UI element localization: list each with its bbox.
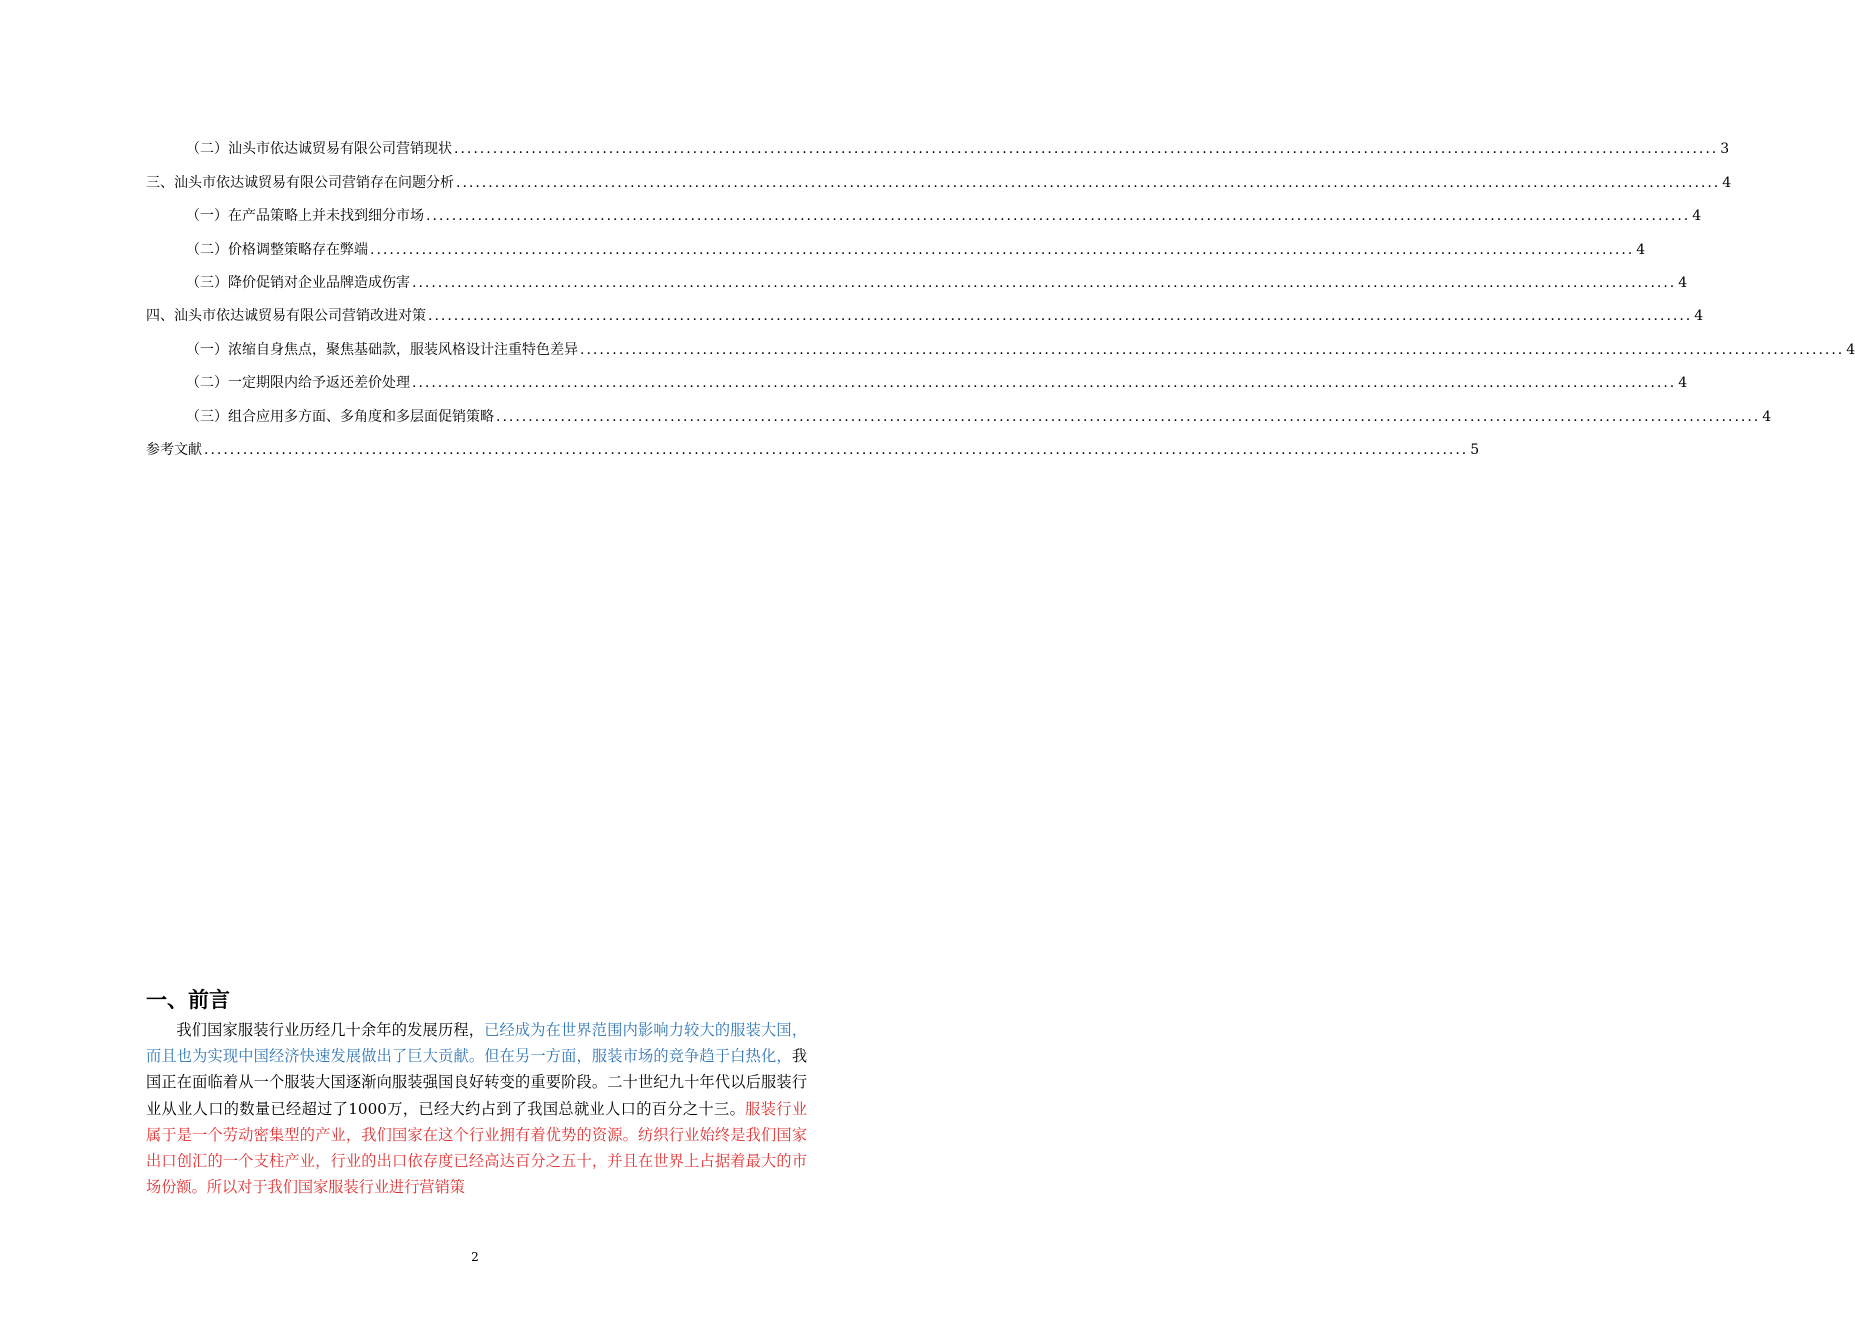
toc-leader-dots: ....................................................................................................................................................................................................: [496, 408, 1761, 425]
toc-entry-label: （二）汕头市依达诚贸易有限公司营销现状: [186, 141, 452, 158]
toc-entry-page: 4: [1722, 174, 1732, 191]
toc-entry[interactable]: [146, 159, 1732, 192]
text-segment-plain: 我们国家服装行业历经几十余年的发展历程，: [176, 1021, 485, 1039]
toc-leader-dots: ....................................................................................................................................................................................................: [428, 308, 1693, 325]
toc-leader-dots: ....................................................................................................................................................................................................: [426, 208, 1691, 225]
toc-leader-dots: ....................................................................................................................................................................................................: [370, 241, 1635, 258]
toc-entry[interactable]: [146, 260, 1688, 293]
toc-entry-label: 四、汕头市依达诚贸易有限公司营销改进对策: [146, 308, 426, 325]
preface-section: [146, 985, 807, 1200]
toc-entry-page: 4: [1678, 274, 1688, 291]
toc-entry-label: （三）组合应用多方面、多角度和多层面促销策略: [186, 408, 494, 425]
text-segment-red: 服装行业属于是一个劳动密集型的产业，我们国家在这个行业拥有着优势的资源。纺织行业始终是我们国家出口创汇的一个支柱产业，行业的出口依存度已经高达百分之五十，并且在世界上占据着最大的市场份额。所以对于我们国家服装行业进行营销策: [146, 1099, 808, 1197]
toc-entry-label: （一）在产品策略上并未找到细分市场: [186, 208, 424, 225]
toc-entry-page: 4: [1846, 341, 1855, 358]
body-paragraph: [146, 1017, 807, 1200]
toc-leader-dots: ....................................................................................................................................................................................................: [412, 375, 1677, 392]
toc-entry[interactable]: [146, 126, 1730, 159]
text-segment-plain: 我国正在面临着从一个服装大国逐渐向服装强国良好转变的重要阶段。二十世纪九十年代以后服装行业从业人口的数量已经超过了1000万，已经大约占到了我国总就业人口的百分之十三。: [146, 1047, 807, 1118]
toc-entry-page: 4: [1636, 241, 1646, 258]
toc-entry[interactable]: [146, 293, 1704, 326]
toc-entry-label: 参考文献: [146, 441, 202, 458]
toc-entry-page: 4: [1692, 208, 1702, 225]
table-of-contents: [146, 126, 1855, 460]
toc-entry[interactable]: [146, 226, 1646, 259]
toc-leader-dots: ....................................................................................................................................................................................................: [580, 341, 1845, 358]
toc-entry[interactable]: [146, 193, 1702, 226]
toc-entry-label: （一）浓缩自身焦点，聚焦基础款，服装风格设计注重特色差异: [186, 341, 578, 358]
toc-leader-dots: ....................................................................................................................................................................................................: [412, 274, 1677, 291]
toc-leader-dots: ....................................................................................................................................................................................................: [454, 141, 1719, 158]
toc-entry-page: 4: [1678, 375, 1688, 392]
toc-entry[interactable]: [146, 427, 1480, 460]
toc-leader-dots: ....................................................................................................................................................................................................: [204, 441, 1469, 458]
toc-entry-page: 4: [1762, 408, 1772, 425]
toc-entry-label: 三、汕头市依达诚贸易有限公司营销存在问题分析: [146, 174, 454, 191]
section-heading: 一、前言: [146, 988, 230, 1012]
toc-entry-label: （二）一定期限内给予返还差价处理: [186, 375, 410, 392]
toc-entry-label: （二）价格调整策略存在弊端: [186, 241, 368, 258]
toc-entry[interactable]: [146, 360, 1688, 393]
text-segment-blue: 已经成为在世界范围内影响力较大的服装大国，而且也为实现中国经济快速发展做出了巨大贡献。但在另一方面，服装市场的竞争趋于白热化，: [146, 1021, 808, 1066]
toc-entry-label: （三）降价促销对企业品牌造成伤害: [186, 274, 410, 291]
toc-entry-page: 5: [1470, 441, 1480, 458]
toc-entry-page: 3: [1720, 141, 1730, 158]
page-number: 2: [471, 1250, 479, 1264]
toc-entry-page: 4: [1694, 308, 1704, 325]
toc-entry[interactable]: [146, 393, 1772, 426]
toc-entry[interactable]: [146, 326, 1855, 359]
toc-leader-dots: ....................................................................................................................................................................................................: [456, 174, 1721, 191]
